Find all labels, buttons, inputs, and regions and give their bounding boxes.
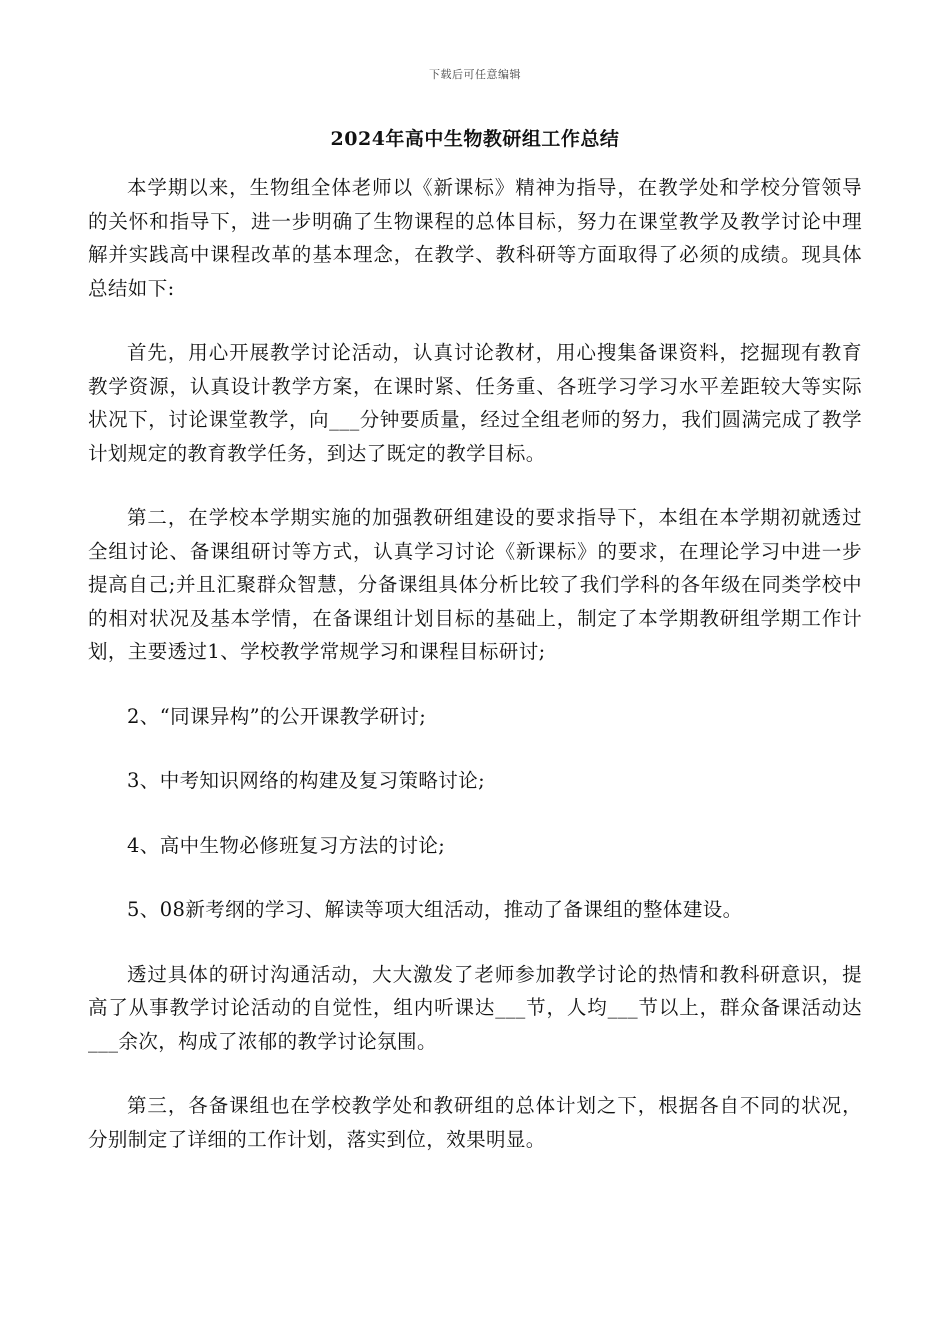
paragraph-first: 首先，用心开展教学讨论活动，认真讨论教材，用心搜集备课资料，挖掘现有教育教学资源，认真设计教学方案，在课时紧、任务重、各班学习学习水平差距较大等实际状况下，讨论课堂教学，向___分钟要质量，经过全组老师的努力，我们圆满完成了教学计划规定的教育教学任务，到达了既定的教学目标。 (88, 341, 862, 465)
paragraph-activities: 透过具体的研讨沟通活动，大大激发了老师参加教学讨论的热情和教科研意识，提高了从事教学讨论活动的自觉性，组内听课达___节，人均___节以上，群众备课活动达___余次，构成了浓郁的教学讨论氛围。 (88, 962, 862, 1053)
list-item-5: 5、08新考纲的学习、解读等项大组活动，推动了备课组的整体建设。 (127, 898, 743, 921)
list-item-4: 4、高中生物必修班复习方法的讨论; (127, 833, 446, 857)
list-item-2: 2、“同课异构”的公开课教学研讨; (127, 704, 427, 728)
header-watermark: 下载后可任意编辑 (429, 68, 521, 81)
paragraph-third: 第三，各备课组也在学校教学处和教研组的总体计划之下，根据各自不同的状况，分别制定了详细的工作计划，落实到位，效果明显。 (88, 1094, 862, 1151)
list-item-3: 3、中考知识网络的构建及复习策略讨论; (127, 769, 486, 792)
paragraph-second: 第二，在学校本学期实施的加强教研组建设的要求指导下，本组在本学期初就透过全组讨论、备课组研讨等方式，认真学习讨论《新课标》的要求，在理论学习中进一步提高自己;并且汇聚群众智慧，分备课组具体分析比较了我们学科的各年级在同类学校中的相对状况及基本学情，在备课组计划目标的基础上，制定了本学期教研组学期工作计划，主要透过1、学校教学常规学习和课程目标研讨; (88, 506, 862, 663)
paragraph-intro: 本学期以来，生物组全体老师以《新课标》精神为指导，在教学处和学校分管领导的关怀和指导下，进一步明确了生物课程的总体目标，努力在课堂教学及教学讨论中理解并实践高中课程改革的基本理念，在教学、教科研等方面取得了必须的成绩。现具体总结如下: (88, 176, 862, 300)
document-title: 2024年高中生物教研组工作总结 (330, 128, 620, 150)
document-body (88, 171, 862, 1156)
